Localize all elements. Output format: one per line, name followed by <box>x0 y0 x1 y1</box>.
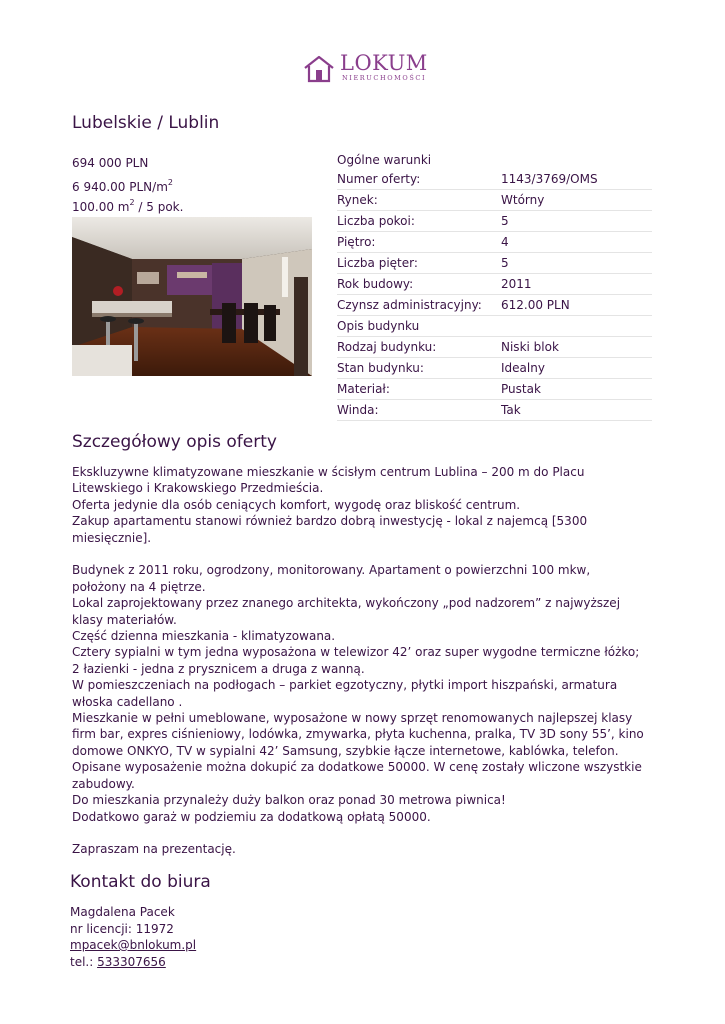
description-heading: Szczegółowy opis oferty <box>72 432 277 452</box>
agent-name: Magdalena Pacek <box>70 905 175 919</box>
general-terms-heading: Ogólne warunki <box>337 153 432 167</box>
terms-row: Czynsz administracyjny: 612.00 PLN <box>337 295 652 316</box>
apartment-photo <box>72 217 312 376</box>
description-paragraph: Oferta jedynie dla osób ceniących komfort, wygodę oraz bliskość centrum. <box>72 497 521 512</box>
contact-block <box>70 904 196 970</box>
apartment-interior-photo <box>72 217 312 376</box>
terms-row: Rodzaj budynku: Niski blok <box>337 337 652 358</box>
agent-license: nr licencji: 11972 <box>70 921 174 936</box>
description-paragraph: Część dzienna mieszkania - klimatyzowana. <box>72 629 336 644</box>
contact-heading: Kontakt do biura <box>70 872 211 892</box>
paragraph-spacer <box>72 546 647 562</box>
house-icon <box>302 54 336 84</box>
terms-row: Winda: Tak <box>337 400 652 421</box>
description-paragraph: Zakup apartamentu stanowi również bardzo dobrą inwestycję - lokal z najemcą [5300 miesięcznie]. <box>72 514 588 545</box>
brand-name: LOKUM <box>340 51 428 75</box>
paragraph-spacer <box>72 825 647 841</box>
description-paragraph: Dodatkowo garaż w podziemiu za dodatkową opłatą 50000. <box>72 809 431 824</box>
terms-row: Numer oferty: 1143/3769/OMS <box>337 169 652 190</box>
terms-row: Piętro: 4 <box>337 232 652 253</box>
terms-row: Rynek: Wtórny <box>337 190 652 211</box>
area-rooms: 100.00 $m^2 / 5$ pok. <box>72 198 184 214</box>
location-heading: Lubelskie / Lublin <box>72 113 220 133</box>
description-paragraph: Mieszkanie w pełni umeblowane, wyposażone w nowy sprzęt renomowanych najlepszej klasy firm bar, expres ciśnieniowy, lodówka, zmywarka, płyta kuchenna, pralka, TV 3D sony 55’, kino domowe ONKYO, TV w sypialni 42’ Samsung, szybkie łącze internetowe, kablówka, telefon. <box>72 711 644 758</box>
terms-row: Stan budynku: Idealny <box>337 358 652 379</box>
description-paragraph: Do mieszkania przynależy duży balkon oraz ponad 30 metrowa piwnica! <box>72 793 506 808</box>
brand-subtitle: NIERUCHOMOŚCI <box>342 74 427 82</box>
general-terms <box>337 151 652 421</box>
terms-row: Opis budynku <box>337 316 652 337</box>
terms-row: Materiał: Pustak <box>337 379 652 400</box>
phone-link[interactable]: 533307656 <box>97 954 166 969</box>
description-paragraph: Ekskluzywne klimatyzowane mieszkanie w ścisłym centrum Lublina – 200 m do Placu Litewskiego i Krakowskiego Przedmieścia. <box>72 465 585 496</box>
price-per-m2: 6 940.00 PLN/$m^2$ <box>72 178 173 194</box>
description-paragraph: Lokal zaprojektowany przez znanego architekta, wykończony „pod nadzorem” z najwyższej klasy materiałów. <box>72 596 621 627</box>
description-body <box>72 464 647 858</box>
description-paragraph: W pomieszczeniach na podłogach – parkiet egzotyczny, płytki import hiszpański, armatura włoska cadellano . <box>72 678 618 709</box>
terms-row: Liczba pięter: 5 <box>337 253 652 274</box>
price-block <box>72 153 183 213</box>
description-paragraph: Cztery sypialni w tym jedna wyposażona w telewizor 42’ oraz super wygodne termiczne łóżko; 2 łazienki - jedna z prysznicem a druga z wanną. <box>72 645 640 676</box>
terms-row: Liczba pokoi: 5 <box>337 211 652 232</box>
description-paragraph: Opisane wyposażenie można dokupić za dodatkowe 50000. W cenę zostały wliczone wszystkie zabudowy. <box>72 760 642 791</box>
description-paragraph: Zapraszam na prezentację. <box>72 842 236 857</box>
brand-logo <box>302 52 426 86</box>
description-paragraph: Budynek z 2011 roku, ogrodzony, monitorowany. Apartament o powierzchni 100 mkw, położony na 4 piętrze. <box>72 563 591 594</box>
phone-line: tel.: 533307656 <box>70 954 166 969</box>
terms-row: Rok budowy: 2011 <box>337 274 652 295</box>
email-link[interactable]: mpacek@bnlokum.pl <box>70 938 197 952</box>
price-total: 694 000 PLN <box>72 156 149 170</box>
